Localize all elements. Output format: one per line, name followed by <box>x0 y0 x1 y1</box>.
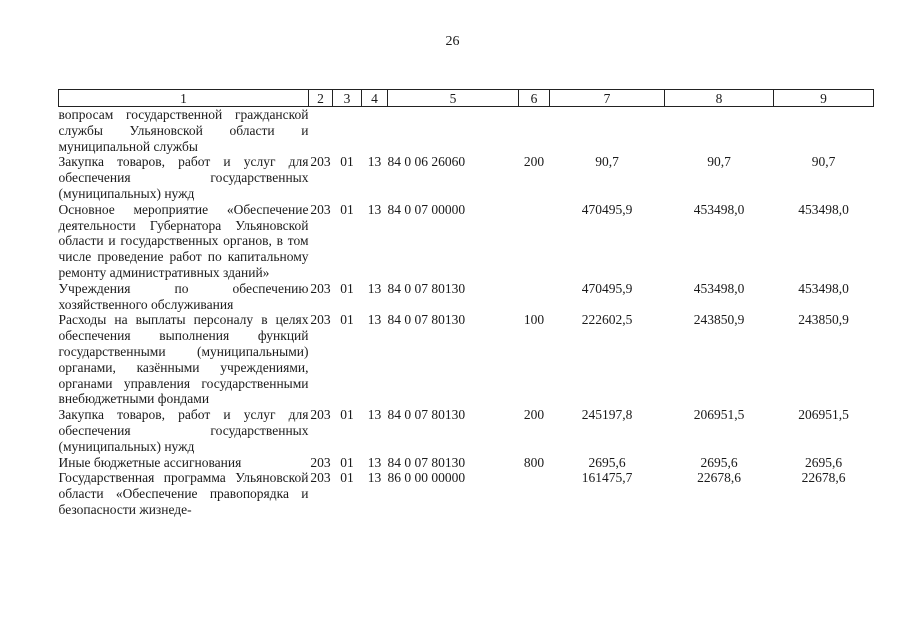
page-number: 26 <box>445 34 460 49</box>
row-c2: 203 <box>310 280 331 296</box>
row-c9 <box>774 107 874 155</box>
row-c3 <box>333 107 362 155</box>
header-row <box>59 90 874 107</box>
row-c3: 01 <box>340 407 354 423</box>
row-c9: 453498,0 <box>798 280 849 296</box>
row-c8: 90,7 <box>707 154 731 170</box>
row-c9: 22678,6 <box>801 470 846 486</box>
row-c3: 01 <box>340 154 354 170</box>
row-c4: 13 <box>367 312 382 328</box>
row-c4: 13 <box>367 454 382 470</box>
row-c2: 203 <box>310 470 331 486</box>
row-c4: 13 <box>367 470 382 486</box>
row-c5: 84 0 07 80130 <box>387 407 466 423</box>
row-c6: 200 <box>523 407 545 423</box>
row-c7: 470495,9 <box>581 280 633 296</box>
table-row <box>59 455 874 471</box>
row-name: Расходы на выплаты персоналу в целях обеспечения выполнения функций государственными (муниципальными) органами, казёнными учреждениями, органами управления государственными внебюджетными фондами <box>58 312 309 407</box>
row-c6 <box>519 107 550 155</box>
row-c9: 243850,9 <box>798 312 849 328</box>
row-c6: 800 <box>523 454 545 470</box>
row-c4: 13 <box>367 201 382 217</box>
row-c7: 90,7 <box>595 154 619 170</box>
table-row <box>59 312 874 407</box>
row-c2: 203 <box>310 154 331 170</box>
row-c9: 2695,6 <box>804 454 843 470</box>
row-c5: 84 0 06 26060 <box>387 154 466 170</box>
row-name: Закупка товаров, работ и услуг для обеспечения государственных (муниципальных) нужд <box>58 407 309 454</box>
row-c2: 203 <box>310 454 331 470</box>
row-c5 <box>388 107 519 155</box>
row-name: Учреждения по обеспечению хозяйственного обслуживания <box>58 280 309 312</box>
header-col-5: 5 <box>388 90 519 107</box>
header-col-4: 4 <box>362 90 388 107</box>
row-c9: 206951,5 <box>798 407 849 423</box>
row-name: Основное мероприятие «Обеспечение деятельности Губернатора Ульяновской области и государственных органов, в том числе проведение работ по капитальному ремонту административных зданий» <box>58 201 309 280</box>
row-c8: 243850,9 <box>693 312 745 328</box>
header-col-1: 1 <box>59 90 309 107</box>
row-c4 <box>362 107 388 155</box>
header-col-2: 2 <box>309 90 333 107</box>
row-c8: 453498,0 <box>693 201 745 217</box>
row-c8: 206951,5 <box>693 407 745 423</box>
row-c5: 84 0 07 80130 <box>387 280 466 296</box>
row-c4: 13 <box>367 154 382 170</box>
row-c2 <box>309 107 333 155</box>
row-c3: 01 <box>340 280 354 296</box>
table-row <box>59 202 874 281</box>
budget-table <box>58 89 874 518</box>
row-c6: 200 <box>523 154 545 170</box>
row-c7: 245197,8 <box>581 407 633 423</box>
row-c2: 203 <box>310 201 331 217</box>
row-c6 <box>519 281 550 313</box>
header-col-7: 7 <box>550 90 665 107</box>
row-c8 <box>665 107 774 155</box>
table-row <box>59 107 874 155</box>
row-c7 <box>550 107 665 155</box>
header-col-9: 9 <box>774 90 874 107</box>
row-c6 <box>519 202 550 281</box>
row-c9: 90,7 <box>811 154 836 170</box>
table-row <box>59 407 874 454</box>
row-c4: 13 <box>367 407 382 423</box>
header-col-8: 8 <box>665 90 774 107</box>
row-c3: 01 <box>340 201 354 217</box>
table-row <box>59 281 874 313</box>
row-name: Иные бюджетные ассигнования <box>58 454 242 470</box>
row-name: вопросам государственной гражданской службы Ульяновской области и муниципальной службы <box>58 107 309 154</box>
row-c3: 01 <box>340 312 354 328</box>
row-c9: 453498,0 <box>798 201 849 217</box>
row-c4: 13 <box>367 280 382 296</box>
row-c3: 01 <box>340 470 354 486</box>
header-col-6: 6 <box>519 90 550 107</box>
row-c7: 222602,5 <box>581 312 633 328</box>
row-name: Закупка товаров, работ и услуг для обеспечения государственных (муниципальных) нужд <box>58 154 309 201</box>
row-c8: 2695,6 <box>700 454 738 470</box>
row-c6 <box>519 470 550 517</box>
row-c8: 453498,0 <box>693 280 745 296</box>
row-c5: 84 0 07 80130 <box>387 454 466 470</box>
row-c8: 22678,6 <box>697 470 741 486</box>
row-c5: 84 0 07 00000 <box>387 201 466 217</box>
table-row <box>59 154 874 201</box>
row-c5: 86 0 00 00000 <box>387 470 466 486</box>
table-row <box>59 470 874 517</box>
row-c6: 100 <box>523 312 545 328</box>
row-c3: 01 <box>340 454 354 470</box>
row-c7: 2695,6 <box>588 454 626 470</box>
row-c2: 203 <box>310 312 331 328</box>
row-name: Государственная программа Ульяновской области «Обеспечение правопорядка и безопасности жизнеде- <box>58 470 309 517</box>
row-c5: 84 0 07 80130 <box>387 312 466 328</box>
header-col-3: 3 <box>333 90 362 107</box>
row-c7: 161475,7 <box>581 470 633 486</box>
row-c2: 203 <box>310 407 331 423</box>
row-c7: 470495,9 <box>581 201 633 217</box>
